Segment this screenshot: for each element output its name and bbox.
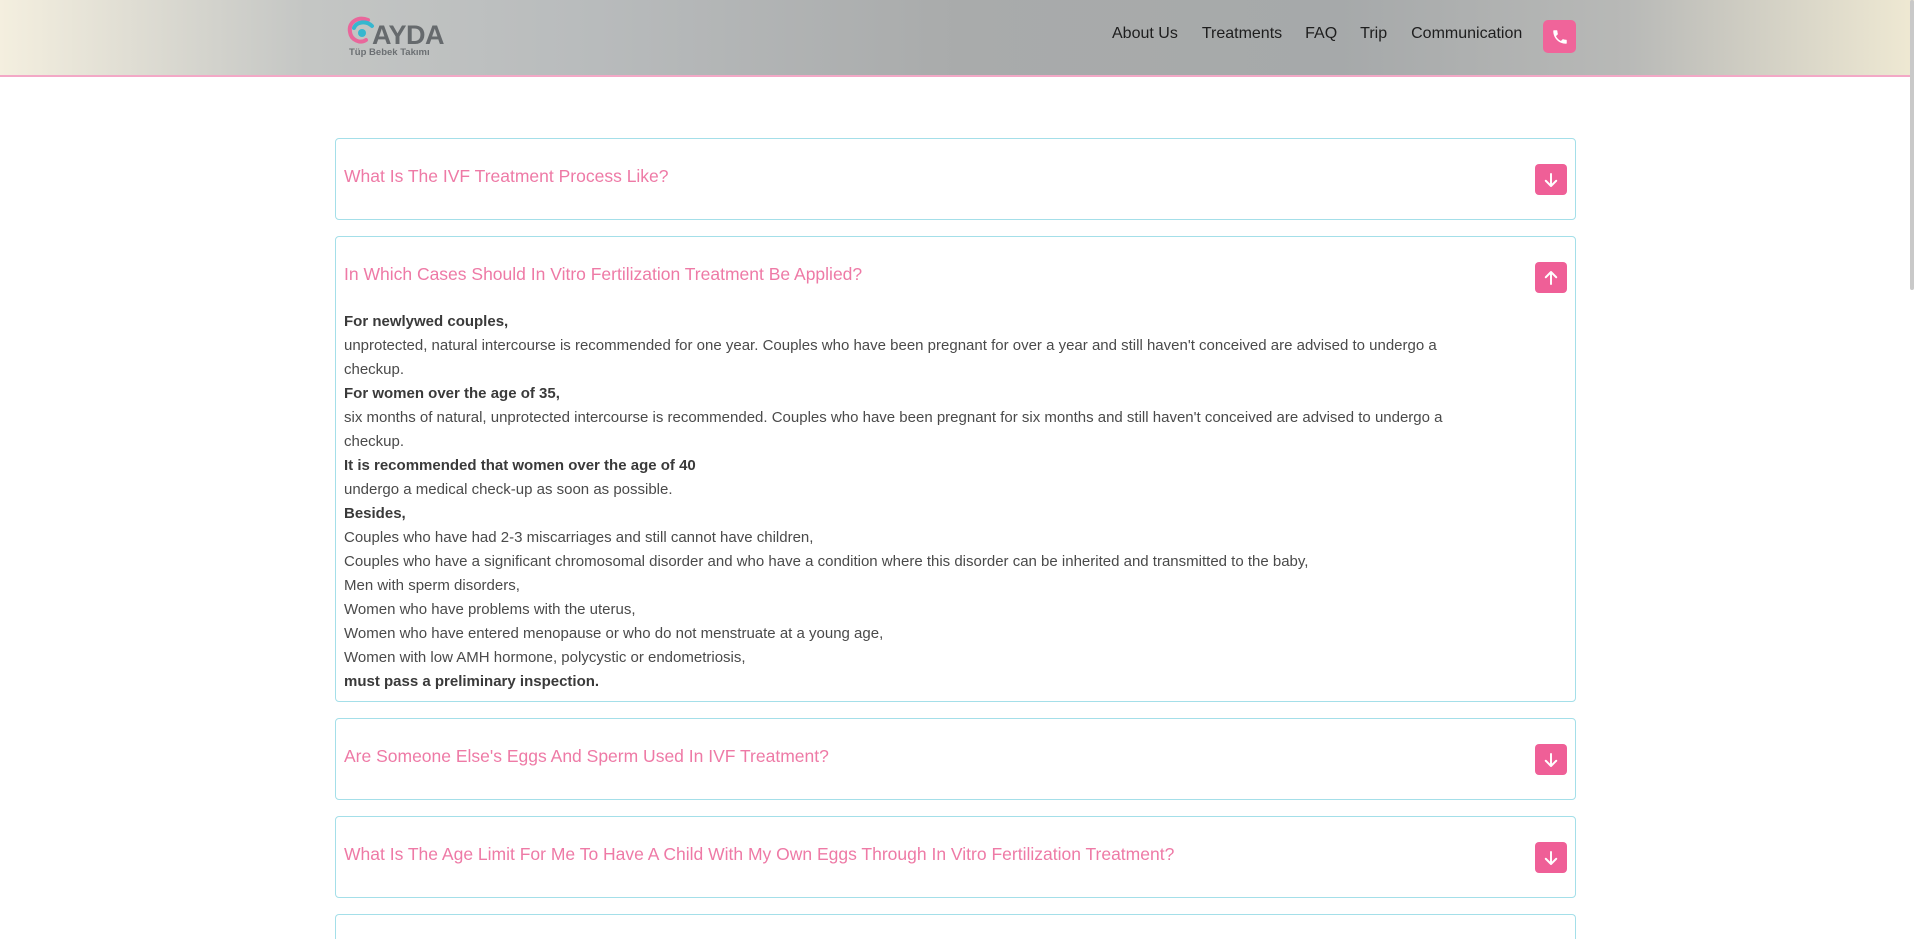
faq-answer (344, 310, 1544, 694)
faq-item-expanded[interactable] (335, 236, 1576, 702)
faq-question[interactable]: In Which Cases Should In Vitro Fertilization Treatment Be Applied? (344, 264, 863, 284)
faq-toggle-button[interactable] (1535, 164, 1567, 195)
faq-question[interactable]: What Is The IVF Treatment Process Like? (344, 166, 669, 186)
faq-item[interactable] (335, 816, 1576, 898)
logo-wordmark: AYDA (372, 20, 445, 50)
answer-line: Besides, (344, 505, 406, 522)
nav-about-us[interactable]: About Us (1112, 25, 1178, 42)
nav-trip[interactable]: Trip (1360, 25, 1388, 42)
phone-icon (1551, 28, 1569, 46)
faq-toggle-button[interactable] (1535, 262, 1567, 293)
logo-subtitle: Tüp Bebek Takımı (349, 47, 430, 58)
arrow-down-icon (1542, 849, 1560, 867)
site-logo[interactable] (346, 14, 450, 58)
answer-line: Men with sperm disorders, (344, 577, 520, 594)
faq-item[interactable] (335, 914, 1576, 939)
answer-line: For newlywed couples, (344, 313, 509, 330)
answer-line: Couples who have had 2-3 miscarriages and still cannot have children, (344, 529, 814, 546)
answer-line: checkup. (344, 361, 405, 378)
answer-line: For women over the age of 35, (344, 385, 560, 402)
nav-treatments[interactable]: Treatments (1201, 25, 1283, 42)
answer-line: unprotected, natural intercourse is recommended for one year. Couples who have been pregnant for over a year and still haven't conceived are advised to undergo a (344, 337, 1437, 354)
answer-line: Women with low AMH hormone, polycystic or endometriosis, (344, 649, 746, 666)
answer-line: Couples who have a significant chromosomal disorder and who have a condition where this disorder can be inherited and transmitted to the baby, (344, 553, 1309, 570)
main-nav (1112, 25, 1546, 43)
faq-toggle-button[interactable] (1535, 842, 1567, 873)
answer-line: Women who have entered menopause or who do not menstruate at a young age, (344, 625, 884, 642)
answer-line: Women who have problems with the uterus, (344, 601, 636, 618)
faq-question[interactable]: Are Someone Else's Eggs And Sperm Used In IVF Treatment? (344, 746, 829, 766)
arrow-down-icon (1542, 171, 1560, 189)
answer-line: It is recommended that women over the age of 40 (344, 457, 696, 474)
arrow-up-icon (1542, 269, 1560, 287)
arrow-down-icon (1542, 751, 1560, 769)
faq-toggle-button[interactable] (1535, 744, 1567, 775)
nav-communication[interactable]: Communication (1411, 25, 1523, 42)
faq-question[interactable]: What Is The Age Limit For Me To Have A Child With My Own Eggs Through In Vitro Fertilization Treatment? (344, 844, 1175, 864)
answer-line: must pass a preliminary inspection. (344, 673, 600, 690)
site-header (0, 0, 1914, 77)
faq-item[interactable] (335, 138, 1576, 220)
answer-line: six months of natural, unprotected intercourse is recommended. Couples who have been pregnant for six months and still haven't conceived are advised to undergo a (344, 409, 1443, 426)
phone-button[interactable] (1543, 20, 1576, 53)
answer-line: checkup. (344, 433, 405, 450)
answer-line: undergo a medical check-up as soon as possible. (344, 481, 673, 498)
nav-faq[interactable]: FAQ (1305, 25, 1338, 42)
faq-item[interactable] (335, 718, 1576, 800)
page-scrollbar[interactable] (1910, 0, 1914, 290)
